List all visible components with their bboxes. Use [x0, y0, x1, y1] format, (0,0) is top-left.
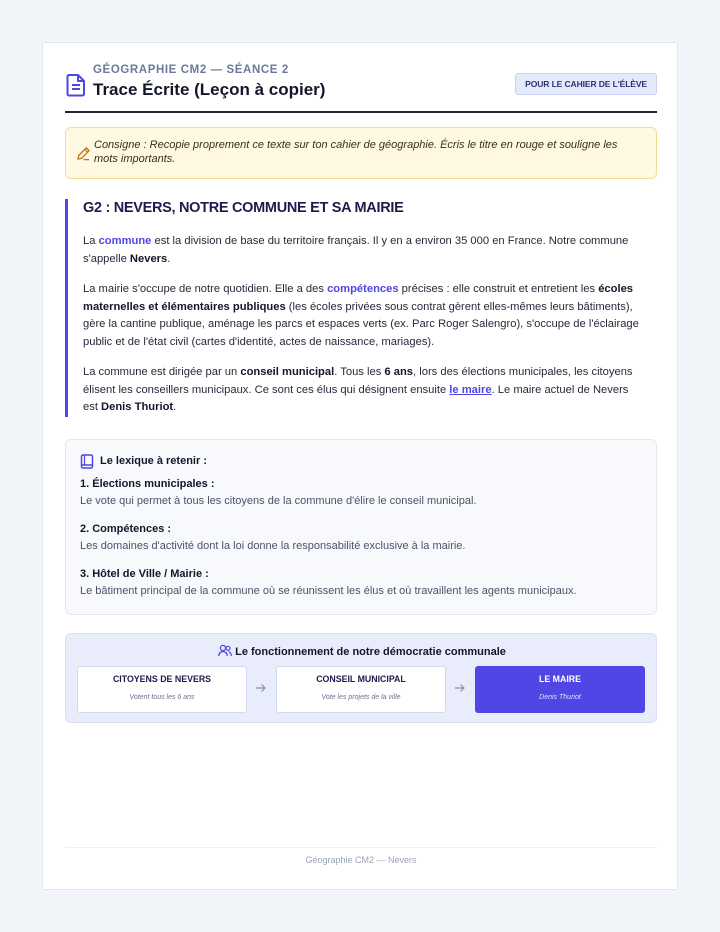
lesson-paragraph-1: La commune est la division de base du territoire français. Il y en a environ 35 000 en France. Notre commune s'appelle Nevers.: [83, 235, 629, 265]
book-icon: [80, 454, 94, 469]
document-icon: [65, 73, 87, 97]
glossary-definition: Le bâtiment principal de la commune où se réunissent les élus et où travaillent les agents municipaux.: [80, 585, 577, 597]
glossary-term: 2. Compétences :: [80, 523, 172, 535]
page-title: Trace Écrite (Leçon à copier): [93, 80, 326, 99]
glossary-item: [80, 477, 640, 509]
diagram-step-citizens: CITOYENS DE NEVERS Votent tous les 6 ans: [77, 666, 247, 713]
diagram-step-council: CONSEIL MUNICIPAL Vote les projets de la ville: [276, 666, 446, 713]
arrow-right-icon: [454, 682, 466, 694]
glossary-definition: Les domaines d'activité dont la loi donne la responsabilité exclusive à la mairie.: [80, 540, 466, 552]
instruction-box: [65, 127, 657, 179]
lesson-paragraph-3: La commune est dirigée par un conseil municipal. Tous les 6 ans, lors des élections municipales, les citoyens élisent les conseillers municipaux. Ce sont ces élus qui désignent ensuite le maire. Le maire actuel de Nevers est Denis Thuriot.: [83, 366, 633, 413]
lesson-heading: G2 : NEVERS, NOTRE COMMUNE ET SA MAIRIE: [83, 200, 404, 216]
glossary-item: [80, 522, 640, 554]
pencil-icon: [76, 146, 91, 161]
lesson-paragraph-2: La mairie s'occupe de notre quotidien. Elle a des compétences précises : elle construit et entretient les écoles maternelles et élémentaires publiques (les écoles privées sous contrat gèrent elles-mêmes leurs bâtiments), gère la cantine publique, aménage les parcs et espaces verts (ex. Parc Roger Salengro), s'occupe de l'éclairage public et de l'état civil (cartes d'identité, actes de naissance, mariages).: [83, 283, 639, 348]
users-icon: [218, 644, 232, 657]
page-kicker: GÉOGRAPHIE CM2 — SÉANCE 2: [93, 64, 289, 76]
lesson-page: [42, 42, 678, 890]
diagram-title: Le fonctionnement de notre démocratie communale: [66, 644, 658, 658]
glossary-title: Le lexique à retenir :: [100, 455, 207, 467]
democracy-diagram: [65, 633, 657, 723]
keyword-commune: commune: [98, 235, 152, 247]
page-header: [65, 63, 657, 113]
instruction-text: Consigne : Recopie proprement ce texte sur ton cahier de géographie. Écris le titre en rouge et souligne les mots importants.: [94, 139, 618, 165]
diagram-step-mayor: LE MAIRE Denis Thuriot: [475, 666, 645, 713]
page-footer: Géographie CM2 — Nevers: [305, 855, 417, 865]
keyword-competences: compétences: [327, 283, 399, 295]
keyword-le-maire: le maire: [449, 383, 492, 396]
glossary-definition: Le vote qui permet à tous les citoyens de la commune d'élire le conseil municipal.: [80, 495, 477, 507]
footer-divider: [65, 847, 657, 848]
glossary-term: 1. Élections municipales :: [80, 478, 215, 490]
audience-badge: POUR LE CAHIER DE L'ÉLÈVE: [515, 73, 657, 95]
glossary-term: 3. Hôtel de Ville / Mairie :: [80, 568, 209, 580]
lesson-section: [65, 199, 657, 417]
glossary-item: [80, 567, 640, 599]
arrow-right-icon: [255, 682, 267, 694]
glossary-box: [65, 439, 657, 615]
